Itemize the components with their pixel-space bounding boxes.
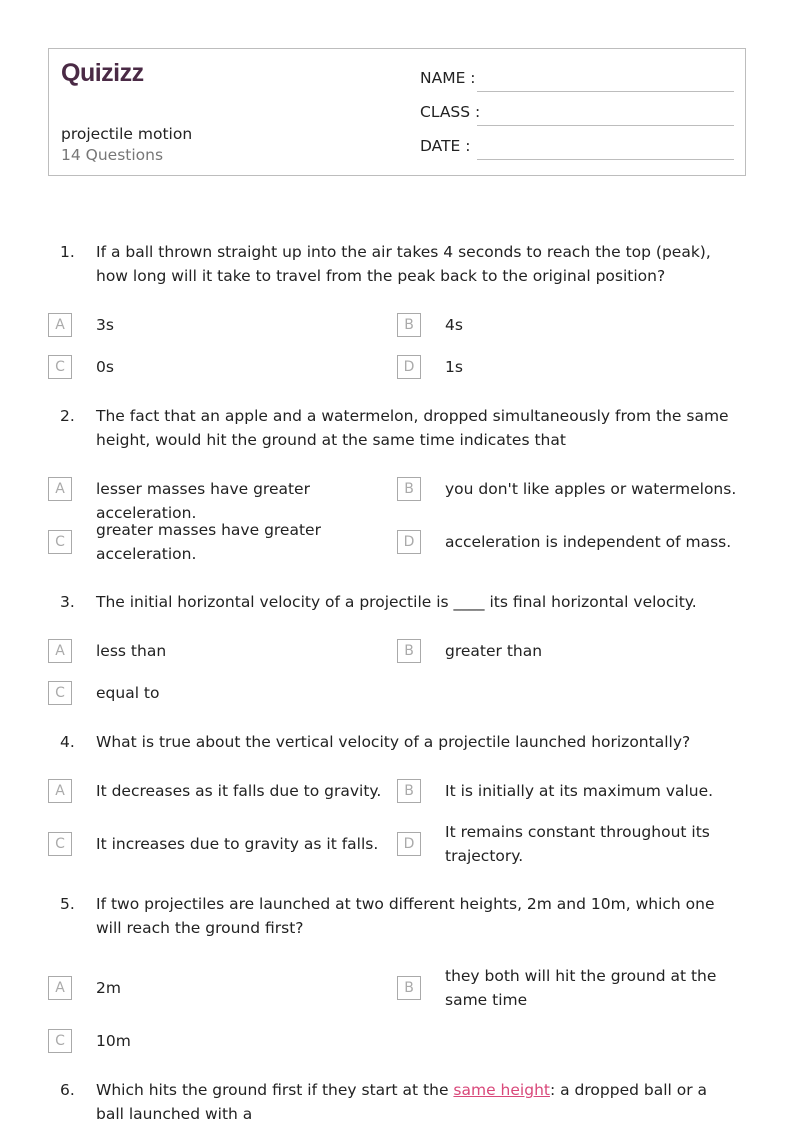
question-text-start: Which hits the ground first if they start at the [96, 1081, 454, 1099]
option-d[interactable] [397, 343, 747, 391]
question-count: 14 Questions [61, 146, 164, 164]
class-label: CLASS : [420, 103, 481, 121]
option-text: you don't like apples or watermelons. [445, 480, 737, 498]
question-text [96, 1078, 736, 1123]
question-text-end: : a dropped ball or a ball launched with a [96, 1081, 708, 1123]
option-letter-box: B [397, 639, 421, 663]
option-text: lesser masses have greater acceleration. [96, 480, 310, 522]
option-c[interactable] [48, 518, 398, 566]
question-text: If two projectiles are launched at two different heights, 2m and 10m, which one will reach the ground first? [96, 895, 715, 937]
question-number: 2. [60, 407, 75, 425]
option-letter-box: D [397, 530, 421, 554]
option-a[interactable] [48, 301, 398, 349]
question-number: 5. [60, 895, 75, 913]
option-letter-box: A [48, 313, 72, 337]
option-a[interactable] [48, 627, 398, 675]
option-text: equal to [96, 684, 160, 702]
date-line[interactable] [477, 159, 734, 160]
option-letter-box: A [48, 976, 72, 1000]
name-field[interactable] [420, 69, 734, 93]
option-c[interactable] [48, 343, 398, 391]
worksheet-title: projectile motion [61, 125, 193, 143]
name-label: NAME : [420, 69, 476, 87]
option-letter-box: A [48, 639, 72, 663]
highlighted-term-link[interactable]: same height [453, 1081, 550, 1099]
option-letter-box: B [397, 477, 421, 501]
option-text: they both will hit the ground at the same time [445, 967, 717, 1009]
option-text: It remains constant throughout its trajectory. [445, 823, 710, 865]
option-text: 0s [96, 358, 114, 376]
option-b[interactable] [397, 627, 747, 675]
option-d[interactable] [397, 518, 747, 566]
option-c[interactable] [48, 1017, 398, 1065]
option-letter-box: D [397, 355, 421, 379]
name-line[interactable] [477, 91, 734, 92]
option-a[interactable] [48, 767, 398, 815]
option-text: 10m [96, 1032, 131, 1050]
option-text: It decreases as it falls due to gravity. [96, 782, 382, 800]
option-c[interactable] [48, 820, 398, 868]
option-letter-box: B [397, 976, 421, 1000]
option-letter-box: C [48, 355, 72, 379]
quizizz-logo: Quizizz [61, 59, 144, 87]
option-letter-box: D [397, 832, 421, 856]
option-text: 1s [445, 358, 463, 376]
class-field[interactable] [420, 103, 734, 127]
question-number: 4. [60, 733, 75, 751]
question-number: 1. [60, 243, 75, 261]
option-letter-box: C [48, 1029, 72, 1053]
question-text: What is true about the vertical velocity of a projectile launched horizontally? [96, 733, 691, 751]
date-label: DATE : [420, 137, 471, 155]
option-text: 2m [96, 979, 121, 997]
option-text: less than [96, 642, 167, 660]
option-c[interactable] [48, 669, 398, 717]
worksheet-header [48, 48, 746, 176]
option-text: 4s [445, 316, 463, 334]
option-d[interactable] [397, 820, 747, 868]
option-letter-box: A [48, 779, 72, 803]
class-line[interactable] [477, 125, 734, 126]
option-letter-box: C [48, 530, 72, 554]
question-text: If a ball thrown straight up into the air takes 4 seconds to reach the top (peak), how long will it take to travel from the peak back to the original position? [96, 243, 711, 285]
option-text: 3s [96, 316, 114, 334]
question-text: The initial horizontal velocity of a projectile is ____ its final horizontal velocity. [96, 593, 697, 611]
question-number: 3. [60, 593, 75, 611]
option-b[interactable] [397, 964, 747, 1012]
option-text: greater masses have greater acceleration. [96, 521, 321, 563]
date-field[interactable] [420, 137, 734, 161]
question-text: The fact that an apple and a watermelon, dropped simultaneously from the same height, would hit the ground at the same time indicates that [96, 407, 729, 449]
option-a[interactable] [48, 465, 398, 522]
option-letter-box: C [48, 832, 72, 856]
option-text: acceleration is independent of mass. [445, 533, 732, 551]
option-b[interactable] [397, 767, 747, 815]
option-text: It is initially at its maximum value. [445, 782, 714, 800]
option-letter-box: A [48, 477, 72, 501]
option-text: It increases due to gravity as it falls. [96, 835, 379, 853]
option-letter-box: B [397, 313, 421, 337]
option-b[interactable] [397, 301, 747, 349]
option-letter-box: B [397, 779, 421, 803]
option-letter-box: C [48, 681, 72, 705]
option-a[interactable] [48, 964, 398, 1012]
option-text: greater than [445, 642, 543, 660]
question-number: 6. [60, 1081, 75, 1099]
option-b[interactable] [397, 465, 747, 513]
